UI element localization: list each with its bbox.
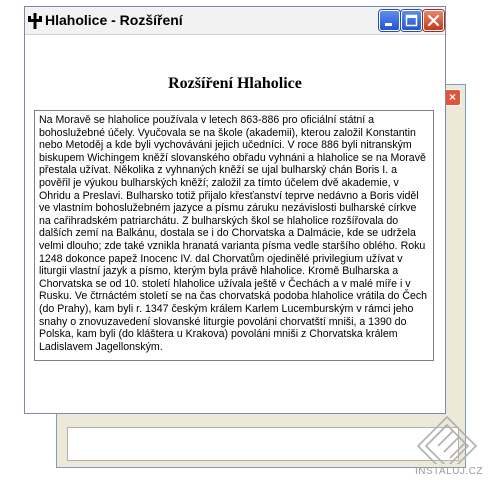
glagolitic-cross-icon (28, 13, 42, 29)
instaluj-logo-icon (414, 414, 480, 464)
watermark-text: INSTALUJ.CZ (414, 466, 484, 477)
background-close-icon[interactable]: × (444, 89, 461, 106)
maximize-icon (402, 11, 421, 30)
content-heading: Rozšíření Hlaholice (168, 75, 302, 92)
close-icon (424, 11, 443, 30)
minimize-button[interactable] (379, 10, 400, 31)
minimize-icon (380, 11, 399, 30)
window-title: Hlaholice - Rozšíření (45, 12, 183, 28)
background-window-pane (67, 427, 459, 461)
close-button[interactable] (423, 10, 444, 31)
body-text: Na Moravě se hlaholice používala v letech 863-886 pro oficiální státní a bohoslužebné účely. Vyučovala se na škole (akademii), kterou založil Konstantin nebo Metoděj a kde byli vychováváni jejich učedníci. V roce 886 byli nitranským biskupem Wichingem kněží slovanského obřadu vyhnáni a hlaholice se na Moravě přestala užívat. Několika z vyhnaných kněží se ujal bulharský chán Boris I. a pověřil je výukou bulharských kněží; založil za tímto účelem dvě akademie, v Ohridu a Preslavi. Bulharsko totiž přijalo křesťanství teprve nedávno a Boris viděl ve vlastním bohoslužebném jazyce a písmu záruku nezávislosti bulharské církve na cařihradském patriarchátu. Z bulharských škol se hlaholice rozšířovala do dalších zemí na Balkánu, dostala se i do Chorvatska a Dalmácie, kde se udržela velmi dlouho; zde také vznikla hranatá varianta písma vedle staršího oblého. Roku 1248 dokonce papež Inocenc IV. dal Chorvatům ojedinělé privilegium užívat v liturgii vlastní jazyk a písmo, kterým byla právě hlaholice. Kromě Bulharska a Chorvatska se od 10. století hlaholice užívala ještě v Čechách a v malé míře i v Rusku. Ve čtrnáctém století se na čas chorvatská podoba hlaholice vrátila do Čech (do Prahy), kam byli r. 1347 českým králem Karlem Lucemburským v rámci jeho snahy o znovuzavedení slovanské liturgie povoláni chorvatští mniši, a 1390 do Polska, kam byli (do kláštera u Krakova) povoláni mniši z Chorvatska králem Ladislavem Jagellonským. (39, 114, 428, 353)
text-panel[interactable] (34, 110, 434, 361)
main-window (24, 6, 446, 414)
maximize-button[interactable] (401, 10, 422, 31)
title-bar[interactable] (25, 7, 445, 35)
